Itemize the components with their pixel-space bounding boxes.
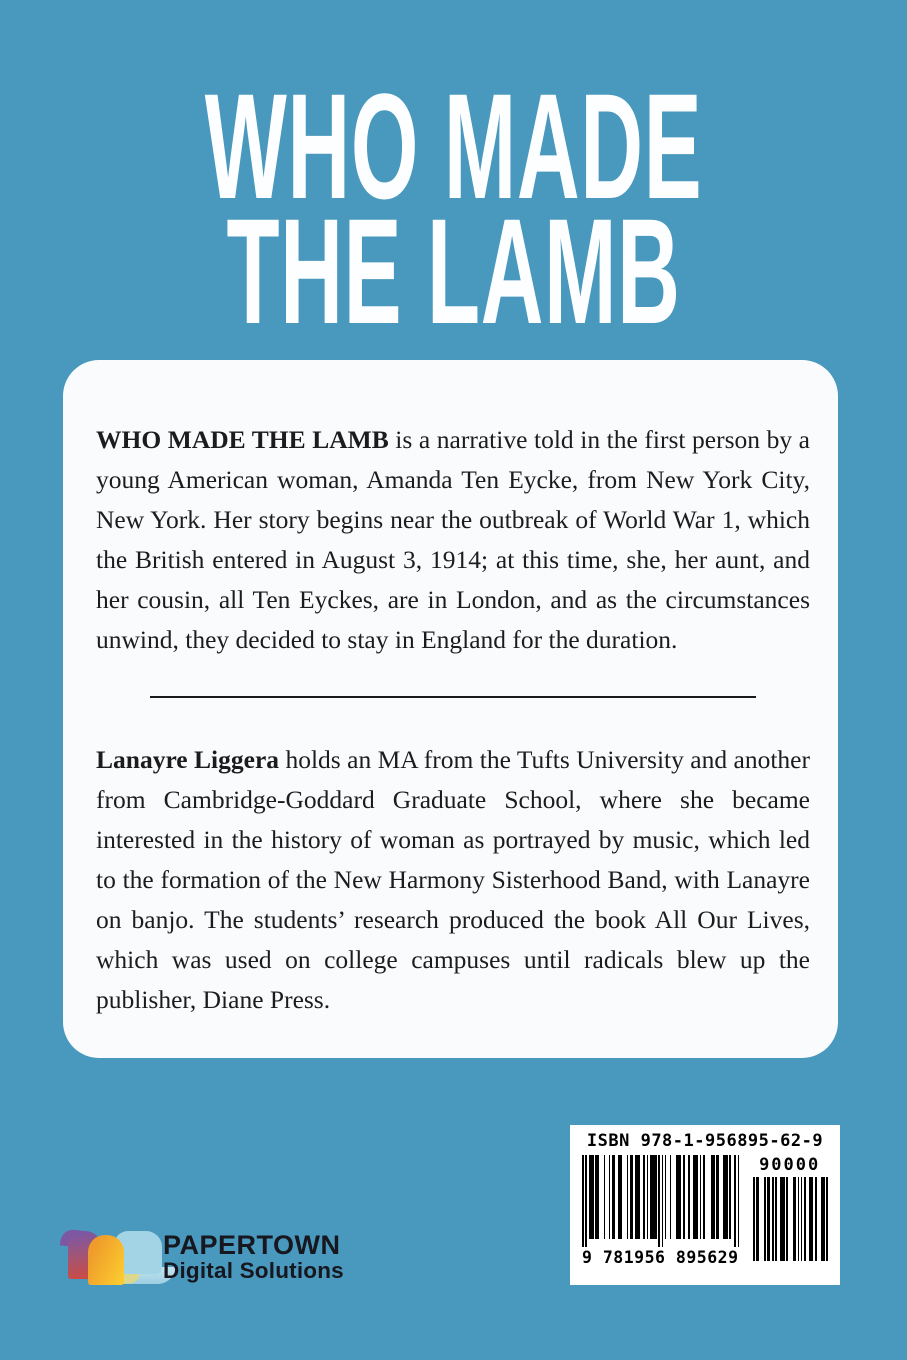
back-cover-card [63, 360, 838, 1058]
book-title-line2: THE LAMB [226, 187, 681, 355]
papertown-logo-icon [62, 1227, 178, 1287]
publisher-tagline: Digital Solutions [163, 1258, 344, 1283]
barcode-body [582, 1155, 828, 1268]
author-bio-paragraph [96, 740, 810, 1020]
publisher-logo-text [163, 1231, 344, 1283]
synopsis-lead: WHO MADE THE LAMB [96, 425, 389, 454]
isbn-label: ISBN 978-1-956895-62-9 [586, 1131, 824, 1151]
divider-line [150, 696, 756, 698]
ean13-bars [582, 1155, 739, 1247]
book-title-line1: WHO MADE [204, 62, 703, 230]
ean5-column [751, 1155, 828, 1268]
ean13-column [582, 1155, 739, 1268]
book-title [0, 62, 907, 355]
publisher-logo [62, 1227, 342, 1291]
logo-orange-sheet-shape [88, 1235, 124, 1285]
author-bio-lead: Lanayre Liggera [96, 745, 280, 774]
isbn-barcode-block [570, 1125, 840, 1285]
publisher-name: PAPERTOWN [163, 1230, 341, 1260]
synopsis-paragraph [96, 420, 810, 660]
ean13-digits: 9 781956 895629 [582, 1248, 739, 1267]
ean5-bars [751, 1177, 828, 1261]
price-code: 90000 [759, 1155, 821, 1175]
synopsis-body: is a narrative told in the first person by a young American woman, Amanda Ten Eycke, from New York City, New York. Her story begins near the outbreak of World War 1, which the British entered in August 3, 1914; at this time, she, her aunt, and her cousin, all Ten Eyckes, are in London, and as the circumstances unwind, they decided to stay in England for the duration. [96, 425, 811, 654]
author-bio-body: holds an MA from the Tufts University and another from Cambridge-Goddard Graduate School, where she became interested in the history of woman as portrayed by music, which led to the formation of the New Harmony Sisterhood Band, with Lanayre on banjo. The students’ research produced the book All Our Lives, which was used on college campuses until radicals blew up the publisher, Diane Press. [96, 745, 810, 1014]
